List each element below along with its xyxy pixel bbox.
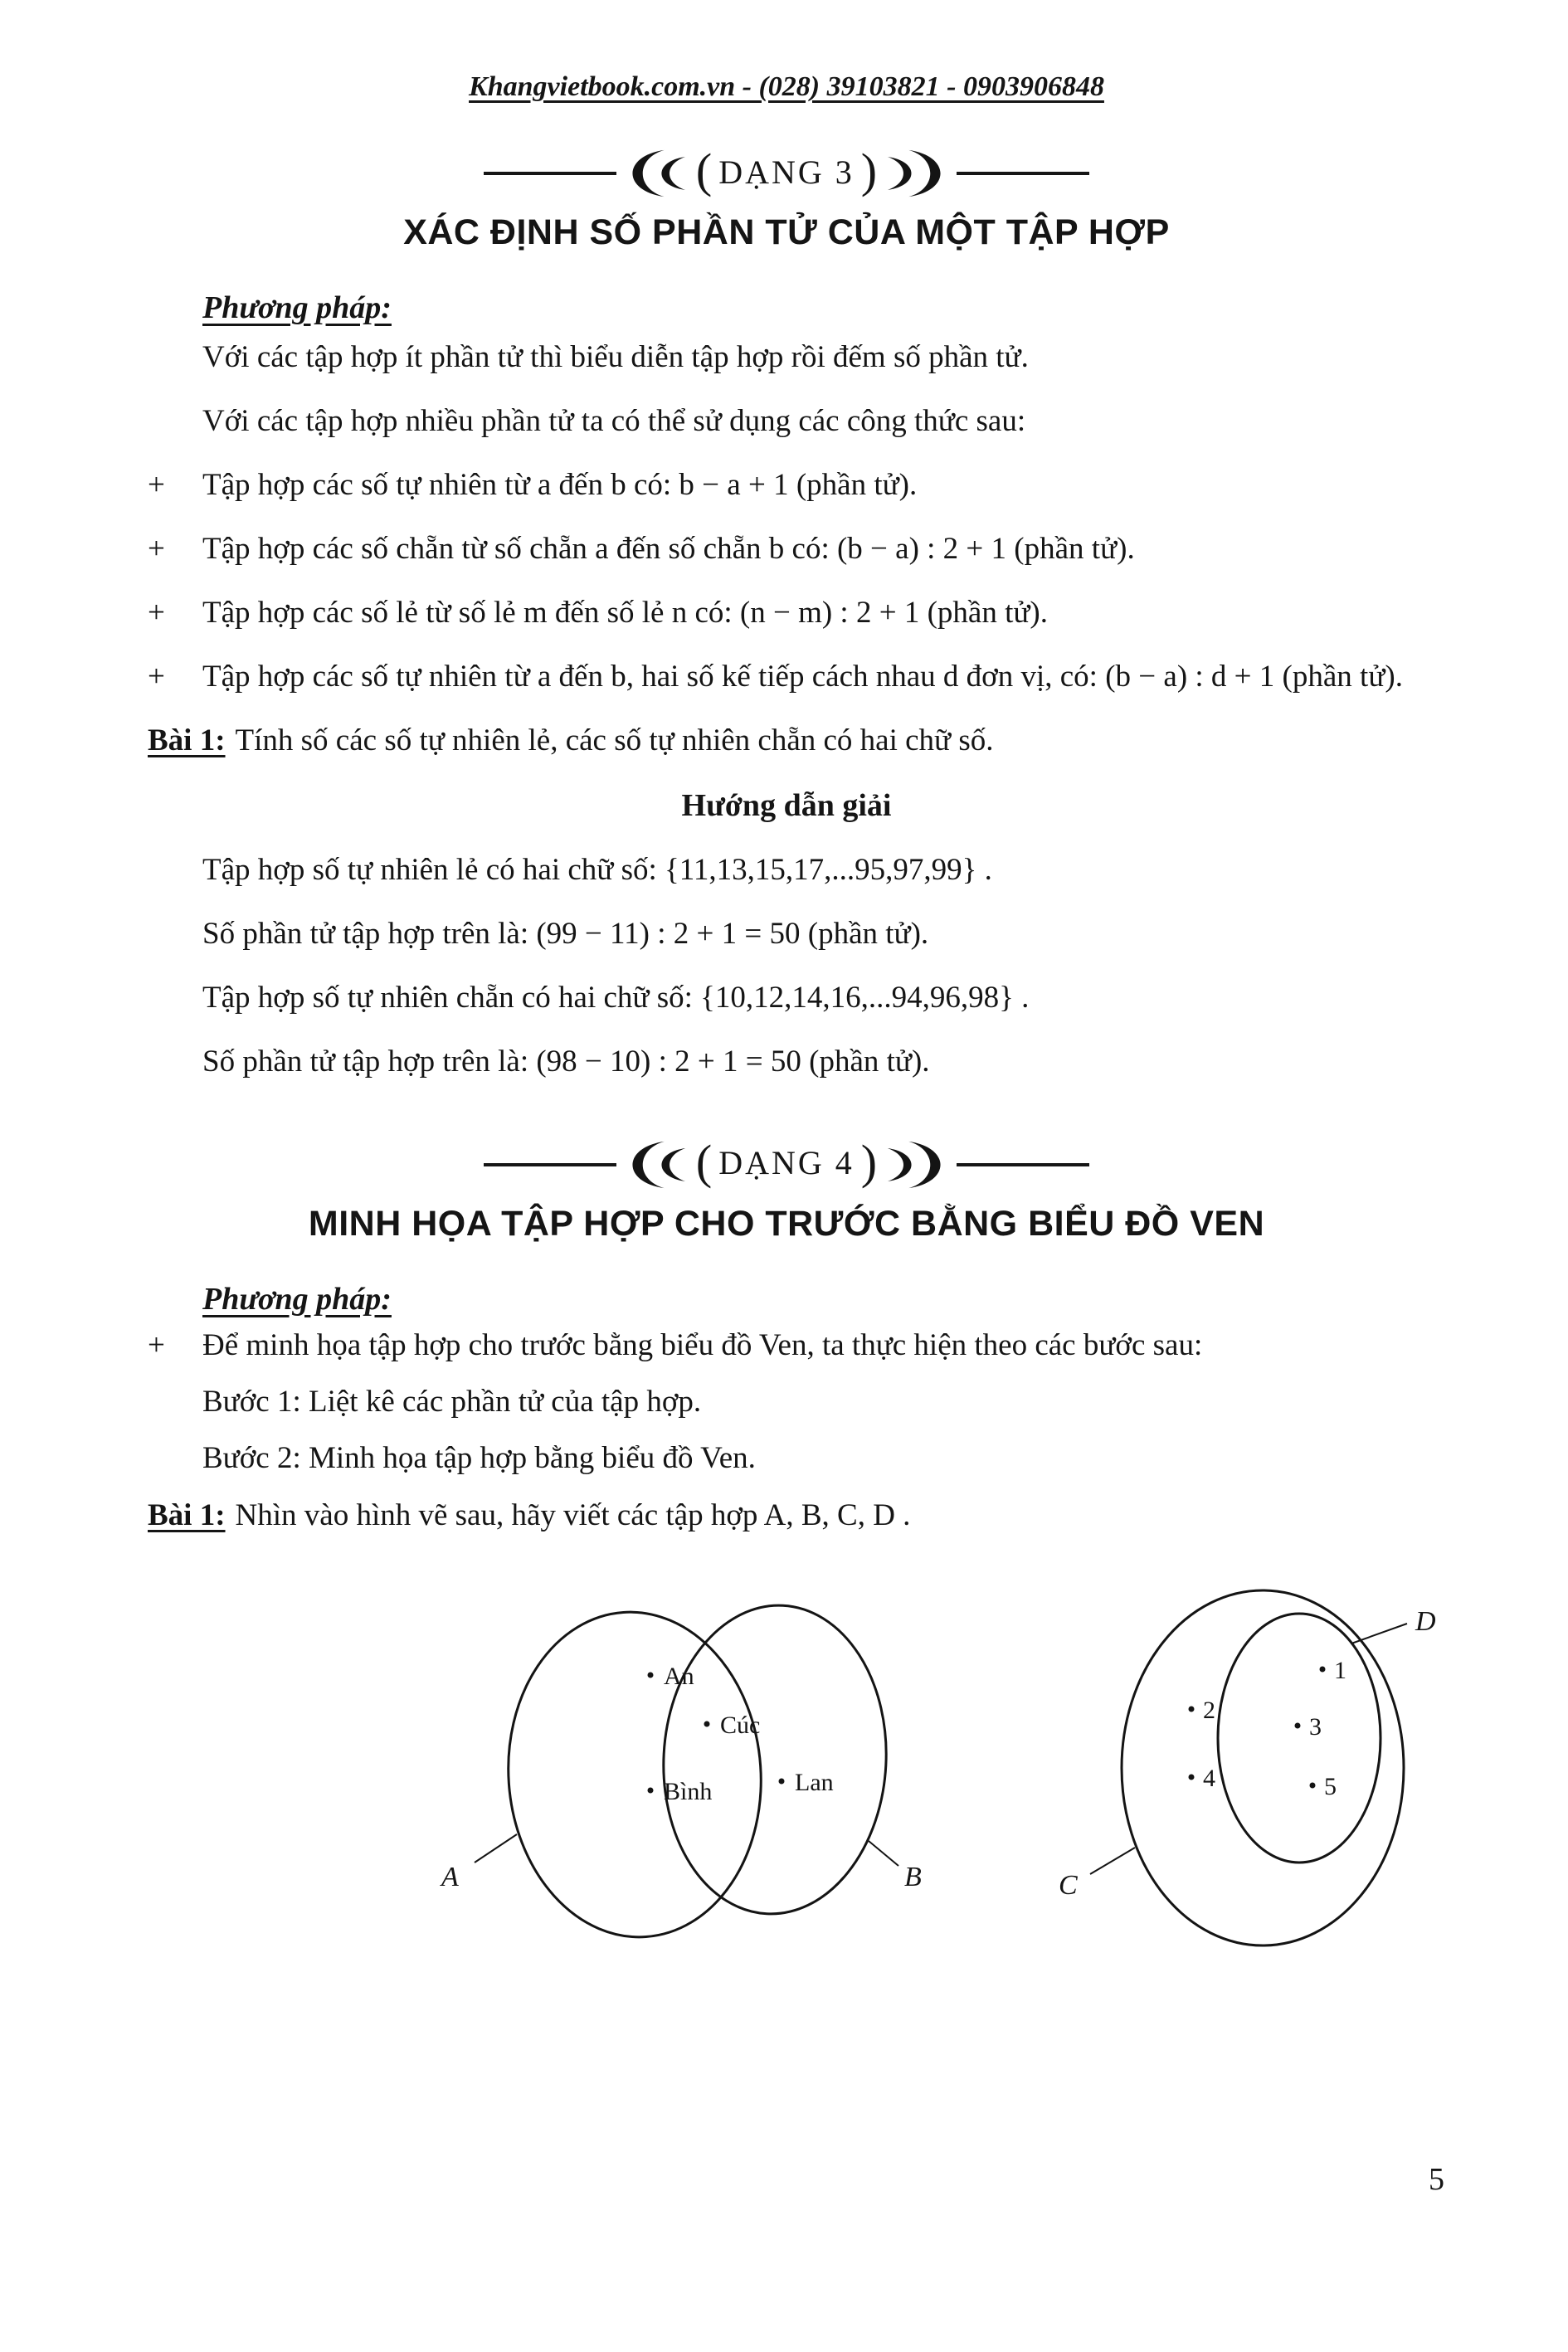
dot-binh: [648, 1788, 654, 1794]
element-5: 5: [1324, 1773, 1337, 1801]
solution-line-4: Số phần tử tập hợp trên là: (98 − 10) : 2 + 1 = 50 (phần tử).: [202, 1044, 930, 1079]
dot-2: [1189, 1707, 1195, 1712]
member-an: An: [664, 1663, 694, 1691]
pointer-line-c: [1090, 1848, 1135, 1874]
banner-paren-left: (: [695, 144, 713, 197]
dot-an: [648, 1673, 654, 1678]
rule-item-1: [148, 454, 1425, 518]
pointer-line-a: [475, 1834, 517, 1863]
banner-rule-left: [484, 1163, 616, 1166]
set-label-c: C: [1059, 1870, 1078, 1902]
dang4-title: MINH HỌA TẬP HỢP CHO TRƯỚC BẰNG BIỂU ĐỒ VEN: [308, 1203, 1265, 1244]
solution-line-3: Tập hợp số tự nhiên chẵn có hai chữ số: {10,12,14,16,...94,96,98} .: [202, 980, 1030, 1015]
solution-line-2: Số phần tử tập hợp trên là: (99 − 11) : 2 + 1 = 50 (phần tử).: [202, 916, 929, 951]
rule-text-3: Tập hợp các số lẻ từ số lẻ m đến số lẻ n có: (n − m) : 2 + 1 (phần tử).: [202, 595, 1048, 630]
header-text: Khangvietbook.com.vn - (028) 39103821 - 0903906848: [469, 71, 1104, 102]
page-number: 5: [1429, 2162, 1444, 2197]
ellipse-set-d: [1218, 1614, 1381, 1863]
plus-marker: +: [148, 595, 165, 630]
member-cuc: Cúc: [720, 1712, 761, 1740]
plus-marker: +: [148, 467, 165, 502]
rule-item-3: [148, 582, 1425, 645]
member-lan: Lan: [795, 1769, 834, 1797]
venn-figure: [295, 1585, 1436, 1971]
banner-paren-left: (: [695, 1134, 713, 1189]
dang3-exercise-line: [148, 709, 1425, 773]
pointer-line-b: [869, 1841, 898, 1866]
element-4: 4: [1203, 1765, 1215, 1793]
solution-title: Hướng dẫn giải: [681, 787, 892, 823]
exercise-text: Nhìn vào hình vẽ sau, hãy viết các tập hợp A, B, C, D .: [235, 1497, 911, 1532]
ellipse-set-a: [498, 1604, 772, 1945]
banner-rule-left: [484, 172, 616, 175]
page-content: [148, 0, 1436, 1971]
dot-lan: [779, 1779, 785, 1785]
step-2: Bước 2: Minh họa tập hợp bằng biểu đồ Ven.: [202, 1441, 756, 1476]
banner-paren-right: ): [860, 144, 878, 197]
dang4-bullet-text: Để minh họa tập hợp cho trước bằng biểu đồ Ven, ta thực hiện theo các bước sau:: [202, 1327, 1203, 1362]
banner-rule-right: [957, 1163, 1089, 1166]
dang3-banner-label: DẠNG 3: [718, 153, 855, 191]
set-label-b: B: [904, 1862, 922, 1893]
dang3-title: XÁC ĐỊNH SỐ PHẦN TỬ CỦA MỘT TẬP HỢP: [403, 212, 1170, 252]
venn-left: [440, 1600, 922, 1946]
ellipse-set-c: [1122, 1590, 1404, 1945]
intro-line-2: Với các tập hợp nhiều phần tử ta có thể sử dụng các công thức sau:: [202, 403, 1026, 438]
exercise-label: Bài 1:: [148, 723, 226, 757]
plus-marker: +: [148, 659, 165, 694]
rule-item-4: [148, 645, 1425, 709]
dang3-banner: [148, 143, 1425, 204]
banner-ornament-right-icon: [885, 149, 955, 198]
dot-cuc: [704, 1721, 710, 1727]
element-2: 2: [1203, 1697, 1215, 1725]
member-binh: Bình: [664, 1778, 713, 1806]
dot-5: [1310, 1783, 1316, 1789]
dot-4: [1189, 1775, 1195, 1780]
dot-3: [1295, 1723, 1301, 1729]
step-1: Bước 1: Liệt kê các phần tử của tập hợp.: [202, 1384, 702, 1419]
intro-line-1: Với các tập hợp ít phần tử thì biểu diễn tập hợp rồi đếm số phần tử.: [202, 340, 1029, 374]
pointer-line-d: [1351, 1624, 1407, 1643]
dot-1: [1320, 1667, 1326, 1673]
venn-diagrams: [295, 1585, 1568, 1967]
banner-paren-right: ): [860, 1134, 878, 1189]
element-3: 3: [1309, 1713, 1322, 1741]
plus-marker: +: [148, 1327, 165, 1362]
set-label-a: A: [441, 1862, 459, 1893]
plus-marker: +: [148, 531, 165, 566]
set-label-d: D: [1415, 1606, 1436, 1638]
ellipse-set-b: [655, 1600, 894, 1921]
exercise-text: Tính số các số tự nhiên lẻ, các số tự nhiên chẵn có hai chữ số.: [235, 723, 994, 757]
rule-text-1: Tập hợp các số tự nhiên từ a đến b có: b − a + 1 (phần tử).: [202, 467, 918, 502]
rule-item-2: [148, 518, 1425, 582]
dang4-exercise-line: [148, 1488, 1425, 1544]
banner-ornament-left-icon: [618, 149, 688, 198]
banner-ornament-right-icon: [885, 1140, 955, 1190]
dang4-method-label: Phương pháp:: [202, 1281, 392, 1317]
dang4-banner: [148, 1134, 1425, 1195]
solution-line-1: Tập hợp số tự nhiên lẻ có hai chữ số: {11,13,15,17,...95,97,99} .: [202, 852, 992, 887]
page-header: [148, 0, 1425, 103]
exercise-label: Bài 1:: [148, 1497, 226, 1532]
dang4-banner-label: DẠNG 4: [718, 1144, 855, 1182]
venn-right: [1059, 1590, 1436, 1945]
dang4-bullet: [148, 1317, 1425, 1374]
banner-rule-right: [957, 172, 1089, 175]
banner-ornament-left-icon: [618, 1140, 688, 1190]
element-1: 1: [1334, 1657, 1346, 1685]
dang3-method-label: Phương pháp:: [202, 290, 392, 325]
rule-text-2: Tập hợp các số chẵn từ số chẵn a đến số chẵn b có: (b − a) : 2 + 1 (phần tử).: [202, 531, 1135, 566]
rule-text-4: Tập hợp các số tự nhiên từ a đến b, hai số kế tiếp cách nhau d đơn vị, có: (b − a) : d + 1 (phần tử).: [202, 659, 1403, 694]
